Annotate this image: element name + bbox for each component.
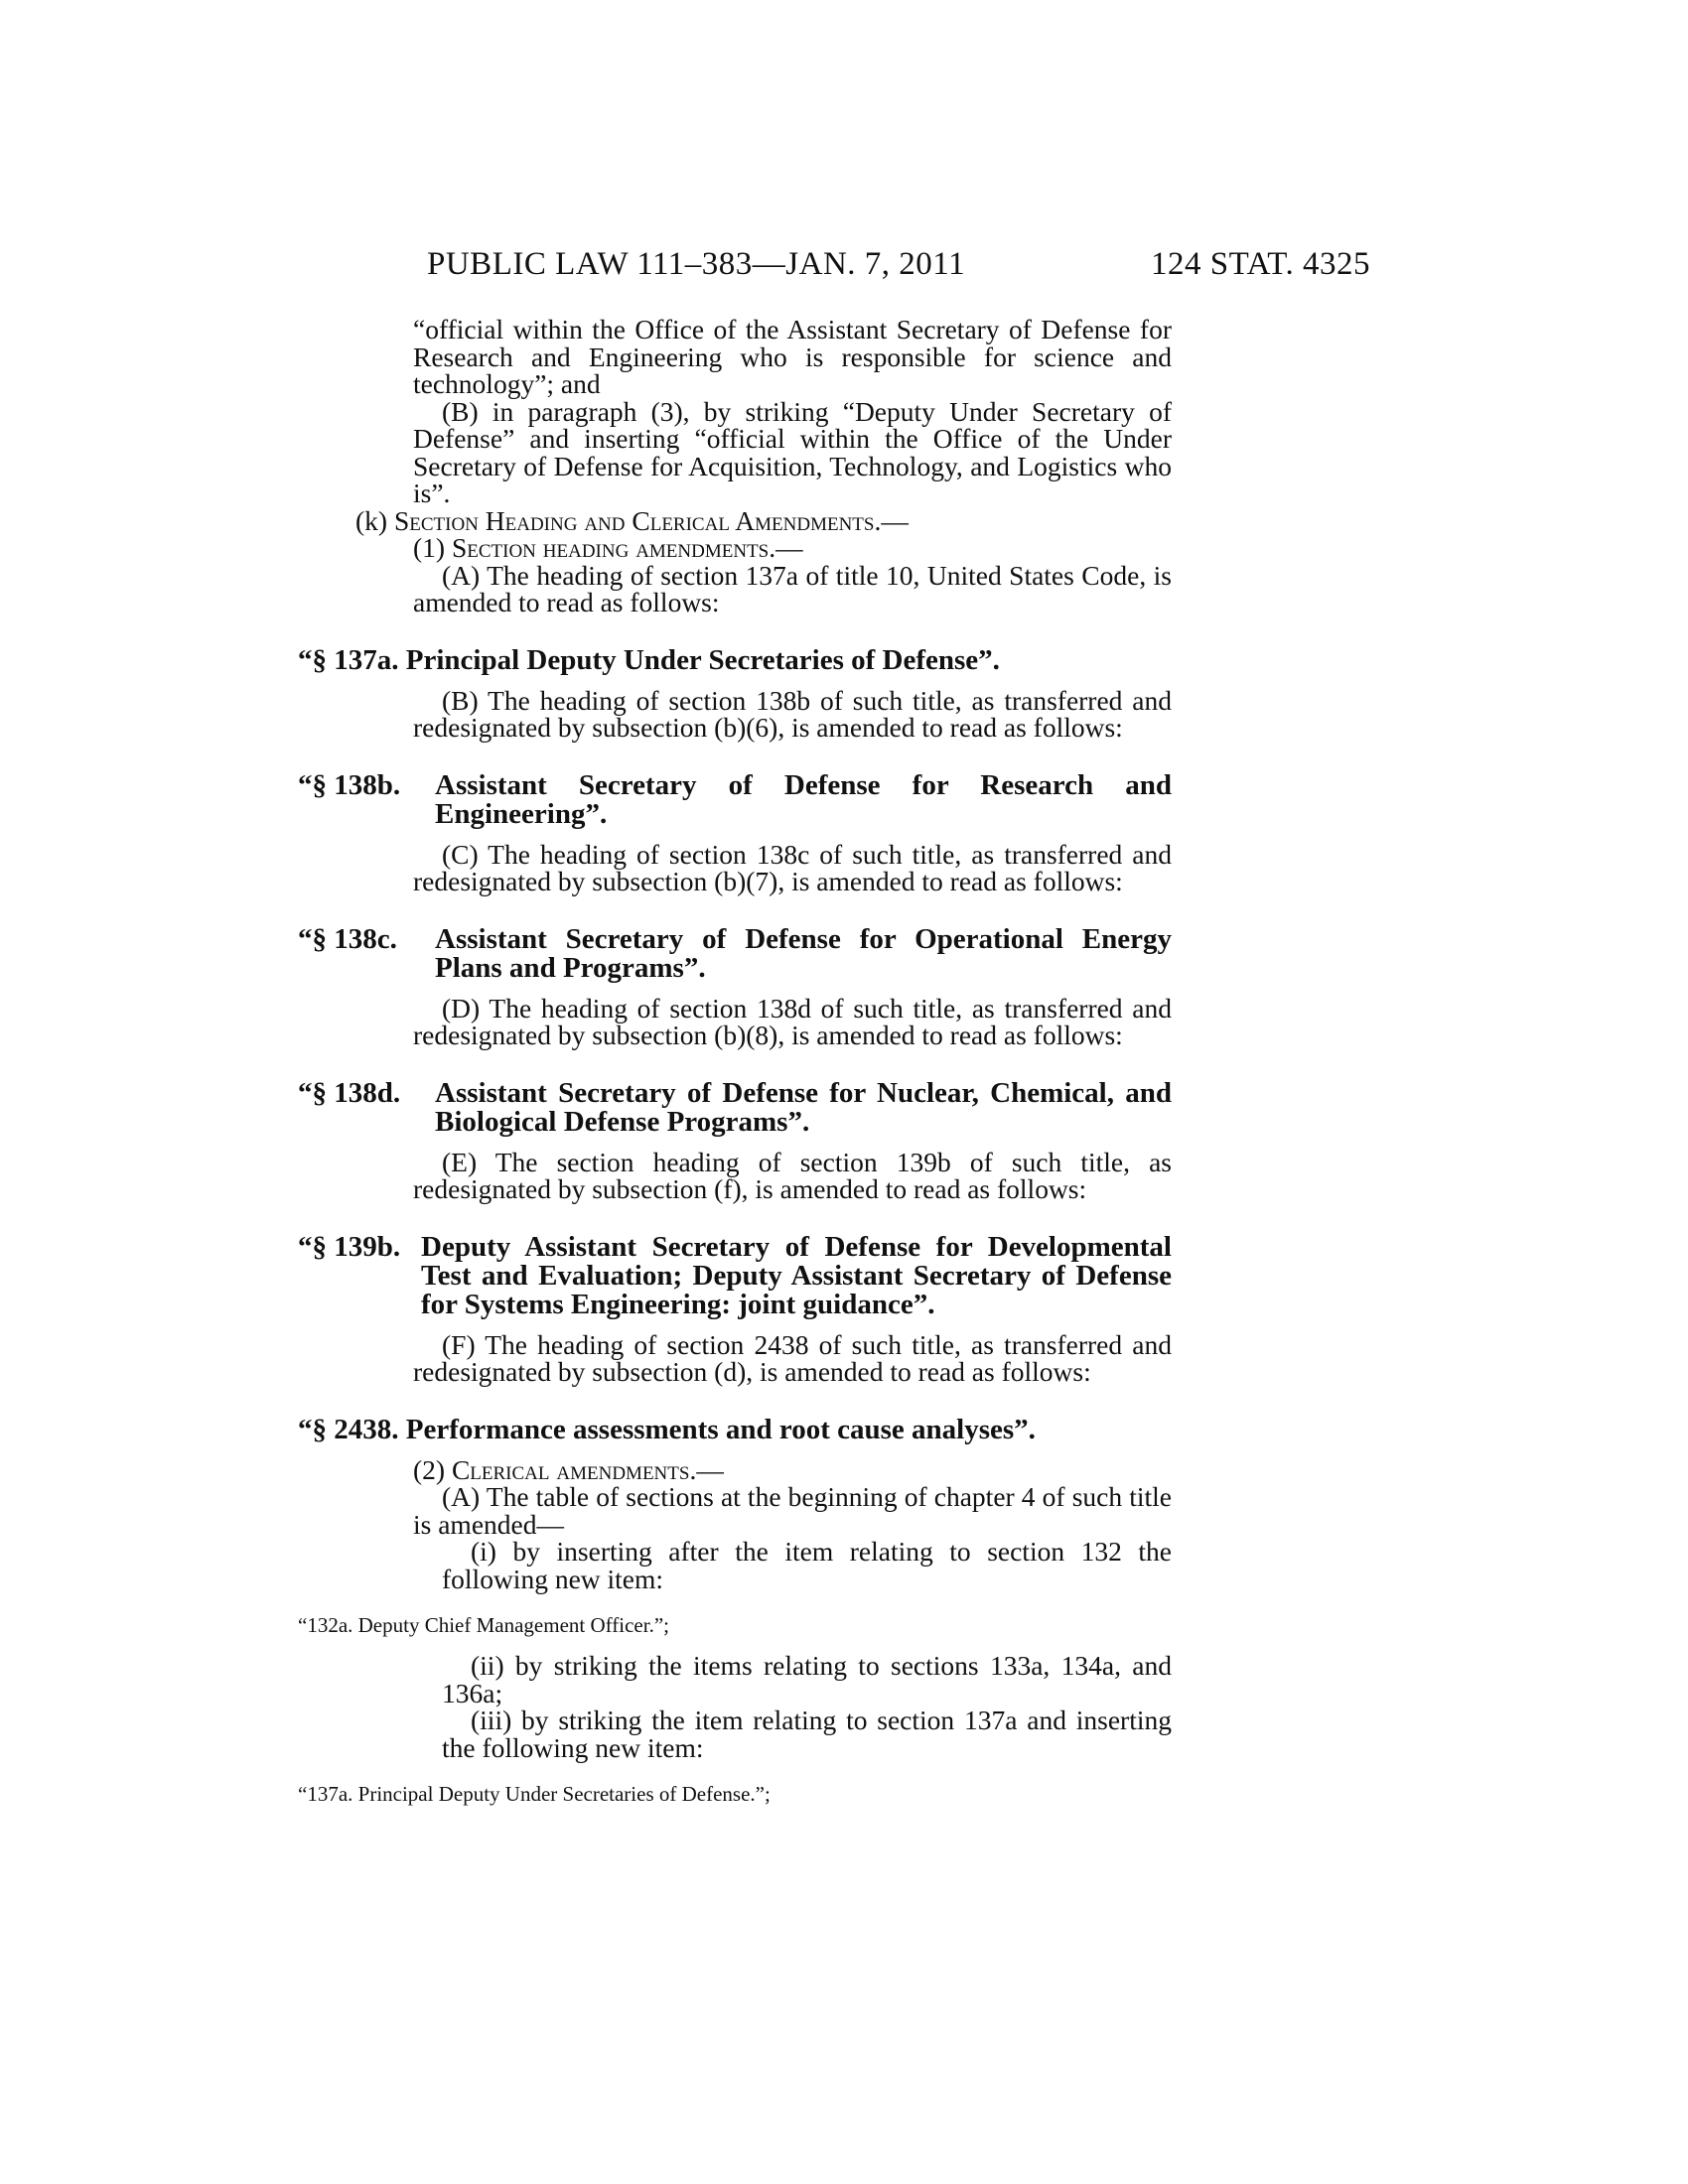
- clause-i: (i) by inserting after the item relating to section 132 the following new item:: [442, 1536, 1172, 1594]
- clause-ii: (ii) by striking the items relating to sections 133a, 134a, and 136a;: [442, 1650, 1172, 1708]
- subparagraph-a: (A) The heading of section 137a of title 10, United States Code, is amended to read as follows:: [413, 559, 1172, 617]
- section-heading-138c: [298, 922, 1172, 984]
- section-heading-139b: [298, 1230, 1172, 1320]
- subparagraph-b: (B) The heading of section 138b of such title, as transferred and redesignated by subsection (b)(6), is amended to read as follows:: [413, 684, 1172, 743]
- statute-page-number: 124 STAT. 4325: [1150, 246, 1370, 282]
- subparagraph-c: (C) The heading of section 138c of such title, as transferred and redesignated by subsection (b)(7), is amended to read as follows:: [413, 838, 1172, 896]
- paragraph-1-label: (1): [413, 532, 446, 563]
- clause-iii: (iii) by striking the item relating to section 137a and inserting the following new item:: [442, 1705, 1172, 1763]
- section-heading-137a: [298, 643, 1172, 676]
- subparagraph-a-clerical: (A) The table of sections at the beginning of chapter 4 of such title is amended—: [413, 1481, 1172, 1540]
- paragraph-b: (B) in paragraph (3), by striking “Deputy Under Secretary of Defense” and inserting “official within the Office of the Under Secretary of Defense for Acquisition, Technology, and Logistics who is”.: [413, 395, 1172, 508]
- section-heading-text: Deputy Assistant Secretary of Defense for Developmental Test and Evaluation; Deputy Assistant Secretary of Defense for Systems Engineering: joint guidance”.: [421, 1230, 1172, 1320]
- section-heading-text: Assistant Secretary of Defense for Nuclear, Chemical, and Biological Defense Programs”.: [435, 1076, 1172, 1138]
- paragraph-2-label: (2): [413, 1453, 446, 1485]
- section-number: “§ 138d.: [298, 1076, 401, 1109]
- section-heading-text: Assistant Secretary of Defense for Operational Energy Plans and Programs”.: [435, 922, 1172, 984]
- subsection-k-heading: [298, 504, 1172, 536]
- subsection-k-title: Section Heading and Clerical Amendments.—: [393, 504, 909, 536]
- section-heading-text: “§ 2438. Performance assessments and root cause analyses”.: [298, 1413, 1036, 1445]
- law-title: PUBLIC LAW 111–383—JAN. 7, 2011: [427, 246, 966, 282]
- section-heading-138d: [298, 1076, 1172, 1138]
- section-heading-text: “§ 137a. Principal Deputy Under Secretaries of Defense”.: [298, 643, 1000, 676]
- table-item-132a: “132a. Deputy Chief Management Officer.”;: [298, 1613, 669, 1637]
- section-number: “§ 138b.: [298, 768, 401, 801]
- table-item-137a: “137a. Principal Deputy Under Secretaries of Defense.”;: [298, 1782, 771, 1806]
- paragraph-1-heading: [298, 534, 1172, 562]
- paragraph-continuation: “official within the Office of the Assistant Secretary of Defense for Research and Engineering who is responsible for science and technology”; and: [413, 314, 1172, 399]
- paragraph-1-title: Section heading amendments.—: [451, 532, 803, 563]
- document-body: [298, 316, 1172, 1821]
- running-header: [298, 246, 1370, 286]
- section-heading-2438: [298, 1413, 1172, 1445]
- section-heading-text: Assistant Secretary of Defense for Research and Engineering”.: [435, 768, 1172, 830]
- subparagraph-e: (E) The section heading of section 139b of such title, as redesignated by subsection (f), is amended to read as follows:: [413, 1146, 1172, 1204]
- subparagraph-d: (D) The heading of section 138d of such title, as transferred and redesignated by subsection (b)(8), is amended to read as follows:: [413, 992, 1172, 1050]
- section-number: “§ 138c.: [298, 922, 397, 955]
- subsection-k-label: (k): [355, 504, 388, 536]
- section-number: “§ 139b.: [298, 1230, 401, 1263]
- paragraph-2-title: Clerical amendments.—: [451, 1453, 724, 1485]
- section-heading-138b: [298, 768, 1172, 830]
- paragraph-2-heading: [298, 1453, 1172, 1485]
- subparagraph-f: (F) The heading of section 2438 of such title, as transferred and redesignated by subsection (d), is amended to read as follows:: [413, 1328, 1172, 1387]
